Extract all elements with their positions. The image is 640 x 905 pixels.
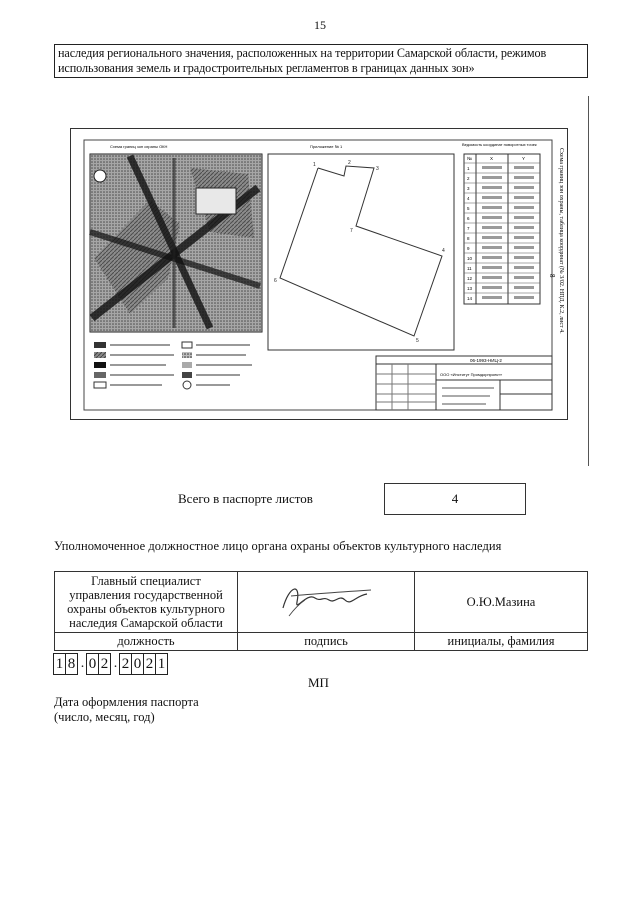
page-number: 15 [314,18,326,32]
map-title: Схема границ зон охраны ОКН [110,144,168,149]
signature-table [54,571,588,651]
coords-y-bar [514,296,534,299]
header-line-1: наследия регионального значения, расположенных на территории Самарской области, режимов [58,46,547,60]
stamp-label: МП [308,675,329,690]
coords-y-bar [514,266,534,269]
coords-x-bar [482,216,502,219]
coords-title: Ведомость координат поворотных точек [462,142,537,147]
position-line: управления государственной [69,588,223,602]
coords-y-bar [514,206,534,209]
vertex-label: 6 [274,278,277,284]
official-caption: Уполномоченное должностное лицо органа охраны объектов культурного наследия [54,539,502,553]
coords-x-bar [482,246,502,249]
date-digit: 1 [155,653,168,675]
coords-point-id: 14 [467,296,473,301]
object-marker [196,188,236,214]
position-line: наследия Самарской области [69,616,223,630]
vertex-label: 7 [350,228,353,234]
coords-point-id: 9 [467,246,470,251]
date-separator: . [113,656,118,671]
coords-x-bar [482,286,502,289]
coords-point-id: 1 [467,166,470,171]
vertex-label: 3 [376,166,379,172]
date-digit: 8 [65,653,78,675]
date-caption-line: (число, месяц, год) [54,710,155,724]
coords-x-bar [482,256,502,259]
coords-y-bar [514,176,534,179]
coords-y-bar [514,186,534,189]
coords-point-id: 3 [467,186,470,191]
vertex-label: 4 [442,248,445,254]
coords-point-id: 5 [467,206,470,211]
coords-y-bar [514,216,534,219]
stamp-org: ООО «Институт Промдорпроект» [440,372,503,377]
total-sheets-label: Всего в паспорте листов [178,491,313,506]
coords-y-bar [514,256,534,259]
date-caption [54,695,199,725]
coords-y-bar [514,276,534,279]
vertex-label: 2 [348,160,351,166]
north-arrow-icon [94,170,106,182]
coords-y-bar [514,236,534,239]
aerial-map [90,154,262,332]
caption-position: должность [55,633,238,651]
stamp-doc-number: 06-1993-НИЦ-2 [470,358,502,363]
coords-y-bar [514,286,534,289]
date-caption-line: Дата оформления паспорта [54,695,199,709]
coords-y-bar [514,166,534,169]
margin-rule [588,96,589,466]
date-digit: 0 [86,653,99,675]
coords-x-bar [482,196,502,199]
header-text-box [54,44,588,78]
total-sheets-value: 4 [384,483,526,515]
coords-header: № [467,156,472,161]
map-sheet [70,128,568,420]
date-separator: . [80,656,85,671]
vertex-label: 1 [313,162,316,168]
coords-x-bar [482,276,502,279]
date-digit: 2 [98,653,111,675]
coords-y-bar [514,226,534,229]
caption-name: инициалы, фамилия [415,633,588,651]
position-cell [55,572,238,633]
coords-point-id: 6 [467,216,470,221]
date-digit: 2 [143,653,156,675]
map-side-note: Схема границ зон охраны, таблица координат (№ 3/02. НПД. К.2, лист 4. [558,148,564,334]
coords-x-bar [482,166,502,169]
coords-point-id: 13 [467,286,473,291]
date-digit: 0 [131,653,144,675]
handwritten-signature [271,578,381,622]
coords-point-id: 12 [467,276,473,281]
signature-cell [238,572,415,633]
coords-y-bar [514,246,534,249]
header-line-2: использования земель и градостроительных регламентов в границах данных зон» [58,61,475,75]
date-boxes [54,652,168,676]
coords-x-bar [482,226,502,229]
date-digit: 2 [119,653,132,675]
coords-point-id: 7 [467,226,470,231]
coords-point-id: 2 [467,176,470,181]
coords-header: Y [522,156,526,161]
coords-y-bar [514,196,534,199]
date-digit: 1 [53,653,66,675]
coords-x-bar [482,176,502,179]
coords-point-id: 4 [467,196,470,201]
position-line: охраны объектов культурного [67,602,225,616]
plan-title: Приложение № 1 [310,144,343,149]
position-line: Главный специалист [91,574,201,588]
coords-x-bar [482,296,502,299]
coords-x-bar [482,266,502,269]
coords-x-bar [482,206,502,209]
coords-point-id: 10 [467,256,473,261]
map-side-page-number: 8 [548,274,556,278]
coords-x-bar [482,236,502,239]
vertex-label: 5 [416,338,419,344]
coords-point-id: 11 [467,266,472,271]
coords-point-id: 8 [467,236,470,241]
caption-signature: подпись [238,633,415,651]
coords-x-bar [482,186,502,189]
coords-header: X [490,156,494,161]
name-cell: О.Ю.Мазина [415,572,588,633]
